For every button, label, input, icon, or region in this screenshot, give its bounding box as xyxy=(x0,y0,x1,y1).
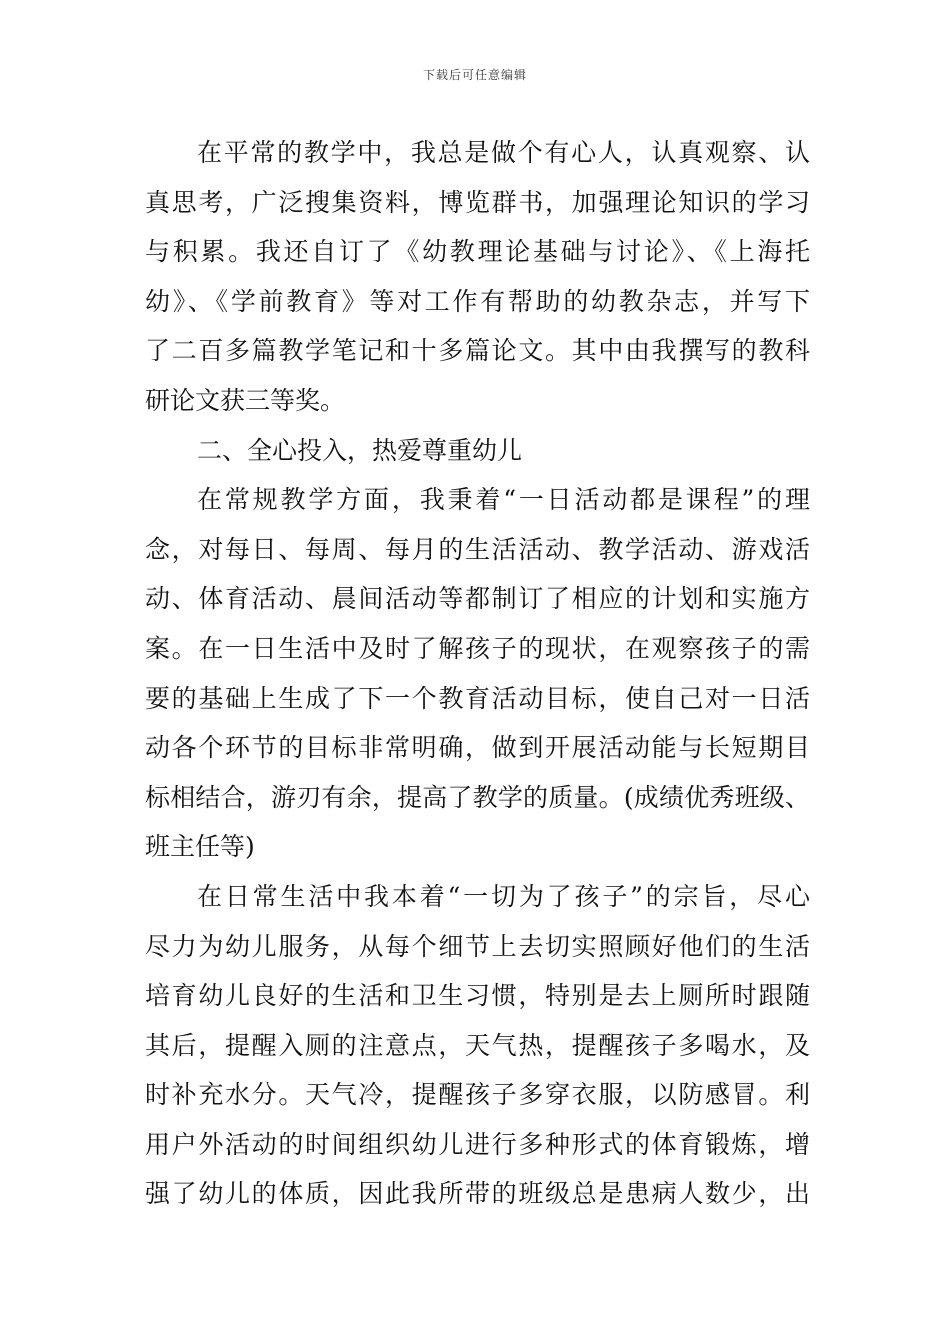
text-line: 尽力为幼儿服务，从每个细节上去切实照顾好他们的生活 xyxy=(145,931,810,961)
body-text xyxy=(145,128,810,1219)
text-line: 真思考，广泛搜集资料，博览群书，加强理论知识的学习 xyxy=(145,187,810,217)
text-line: 念，对每日、每周、每月的生活活动、教学活动、游戏活 xyxy=(145,534,810,564)
text-line: 研论文获三等奖。 xyxy=(145,385,346,415)
text-line: 动各个环节的目标非常明确，做到开展活动能与长短期目 xyxy=(145,733,810,763)
text-line: 标相结合，游刃有余，提高了教学的质量。(成绩优秀班级、 xyxy=(145,782,810,812)
text-line: 了二百多篇教学笔记和十多篇论文。其中由我撰写的教科 xyxy=(145,336,810,366)
text-line: 其后，提醒入厕的注意点，天气热，提醒孩子多喝水，及 xyxy=(145,1030,810,1060)
text-line: 二、全心投入，热爱尊重幼儿 xyxy=(197,435,523,465)
text-line: 培育幼儿良好的生活和卫生习惯，特别是去上厕所时跟随 xyxy=(145,981,810,1011)
text-line: 案。在一日生活中及时了解孩子的现状，在观察孩子的需 xyxy=(145,633,810,663)
text-line: 在平常的教学中，我总是做个有心人，认真观察、认 xyxy=(197,138,810,167)
text-line: 与积累。我还自订了《幼教理论基础与讨论》、《上海托 xyxy=(145,237,810,267)
text-line: 用户外活动的时间组织幼儿进行多种形式的体育锻炼，增 xyxy=(145,1129,810,1159)
text-line: 班主任等) xyxy=(145,832,255,862)
text-line: 在常规教学方面，我秉着“一日活动都是课程”的理 xyxy=(197,485,810,515)
text-line: 时补充水分。天气冷，提醒孩子多穿衣服，以防感冒。利 xyxy=(145,1080,810,1110)
text-line: 要的基础上生成了下一个教育活动目标，使自己对一日活 xyxy=(145,683,810,713)
text-line: 在日常生活中我本着“一切为了孩子”的宗旨，尽心 xyxy=(197,881,810,911)
page-header: 下载后可任意编辑 xyxy=(422,68,527,82)
text-line: 动、体育活动、晨间活动等都制订了相应的计划和实施方 xyxy=(145,584,810,614)
text-line: 幼》、《学前教育》等对工作有帮助的幼教杂志，并写下 xyxy=(145,286,810,316)
text-line: 强了幼儿的体质，因此我所带的班级总是患病人数少，出 xyxy=(145,1179,810,1209)
